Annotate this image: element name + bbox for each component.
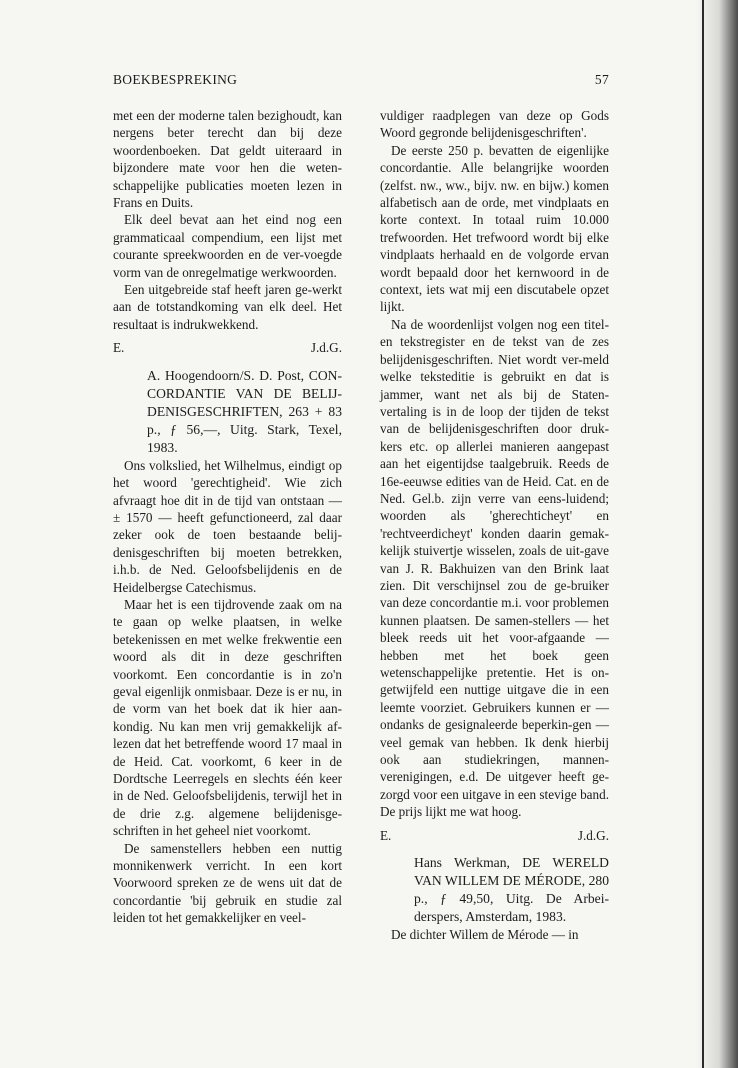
paragraph: met een der moderne talen bezighoudt, kan nergens beter terecht dan bij deze woordenboeken. Dat geldt uiteraard in bijzondere mate voor hen die weten-schappelijke publicaties moeten lezen in Frans en Duits. bbox=[113, 108, 342, 211]
signature-author: J.d.G. bbox=[310, 340, 342, 356]
paragraph: Een uitgebreide staf heeft jaren ge-werkt aan de totstandkoming van elk deel. Het resultaat is indrukwekkend. bbox=[113, 282, 342, 332]
running-header bbox=[113, 72, 609, 88]
review-signature bbox=[380, 827, 609, 844]
signature-author: J.d.G. bbox=[577, 827, 609, 843]
paragraph: De dichter Willem de Mérode — in bbox=[391, 927, 579, 943]
paragraph: Elk deel bevat aan het eind nog een grammaticaal compendium, een lijst met courante spreekwoorden en de ver-voegde vorm van de onregelmatige werkwoorden. bbox=[113, 212, 342, 280]
paragraph: Na de woordenlijst volgen nog een titel- en tekstregister en de tekst van de zes belijdenisgeschriften. Niet wordt ver-meld welke teksteditie is gebruikt en dat is jammer, want net als bij de Staten-vertaling is in de loop der tijden de tekst van de belijdenisgeschriften door druk-kers etc. op allerlei manieren aangepast aan het eigentijdse taalgebruik. Reeds de 16e-eeuwse edities van de Heid. Cat. en de Ned. Gel.b. zijn verre van eens-luidend; woorden als 'gherechticheyt' en 'rechtveerdicheyt' konden daarin gemak-kelijk stuivertje wisselen, zoals de uit-gave van J. R. Bakhuizen van den Brink laat zien. Dit verschijnsel zou de ge-bruiker van deze concordantie m.i. voor problemen kunnen plaatsen. De samen-stellers — het bleek reeds uit het voor-afgaande — hebben met het boek geen wetenschappelijke pretentie. Het is on-getwijfeld een nuttige uitgave die in een leemte voorziet. Gebruikers kunnen er — ondanks de gesignaleerde beperkin-gen — veel gemak van hebben. Ik denk hierbij ook aan studiekringen, mannen-verenigingen, e.d. De uitgever heeft ge-zorgd voor een uitgave in een stevige band. De prijs lijkt me wat hoog. bbox=[380, 316, 609, 820]
right-column bbox=[380, 107, 609, 943]
paragraph: vuldiger raadplegen van deze op Gods Woord gegronde belijdenisgeschriften'. bbox=[380, 108, 609, 141]
signature-initial: E. bbox=[380, 827, 392, 843]
left-column bbox=[113, 107, 342, 927]
paragraph: Maar het is een tijdrovende zaak om na te gaan op welke plaatsen, in welke betekenissen en met welke frekwentie een woord als dit in deze geschriften voorkomt. Een concordantie is in zo'n geval eigenlijk onmisbaar. Deze is er nu, in de vorm van het boek dat ik hier aan-kondig. Nu kan men vrij gemakkelijk af-lezen dat het betreffende woord 17 maal in de Heid. Cat. voorkomt, 6 keer in de Dordtsche Leerregels en slechts één keer in de Ned. Geloofsbelijdenis, terwijl het in de drie z.g. algemene belijdenisge-schriften in het geheel niet voorkomt. bbox=[113, 596, 342, 839]
paragraph: Ons volkslied, het Wilhelmus, eindigt op het woord 'gerechtigheid'. Wie zich afvraagt hoe dit in de tijd van ontstaan — ± 1570 — heeft gefunctioneerd, zal daar zeker ook de toen bestaande belij-denisgeschriften bij moeten betrekken, i.h.b. de Ned. Geloofsbelijdenis en de Heidelbergse Catechismus. bbox=[113, 457, 342, 595]
page-number: 57 bbox=[594, 72, 609, 87]
review-heading: A. Hoogendoorn/S. D. Post, CON-CORDANTIE VAN DE BELIJ-DENISGESCHRIFTEN, 263 + 83 p., ƒ 56,—, Uitg. Stark, Texel, 1983. bbox=[147, 367, 342, 455]
page-edge-line bbox=[702, 0, 704, 1068]
signature-initial: E. bbox=[113, 340, 125, 356]
paragraph: De samenstellers hebben een nuttig monnikenwerk verricht. In een kort Voorwoord spreken ze de wens uit dat de concordantie 'bij gebruik en studie zal leiden tot het gemakkelijker en veel- bbox=[113, 840, 342, 926]
review-signature bbox=[113, 339, 342, 356]
running-title: BOEKBESPREKING bbox=[113, 72, 238, 87]
paragraph: De eerste 250 p. bevatten de eigenlijke concordantie. Alle belangrijke woorden (zelfst. nw., ww., bijv. nw. en bijw.) komen alfabetisch aan de orde, met vindplaats en korte context. In totaal ruim 10.000 trefwoorden. Het trefwoord wordt bij elke vindplaats herhaald en de volgorde ervan wordt bepaald door het kernwoord in de context, iets wat mij een discutabele opzet lijkt. bbox=[380, 142, 609, 315]
review-heading: Hans Werkman, DE WERELD VAN WILLEM DE MÉRODE, 280 p., ƒ 49,50, Uitg. De Arbei-derspers, Amsterdam, 1983. bbox=[414, 855, 609, 925]
